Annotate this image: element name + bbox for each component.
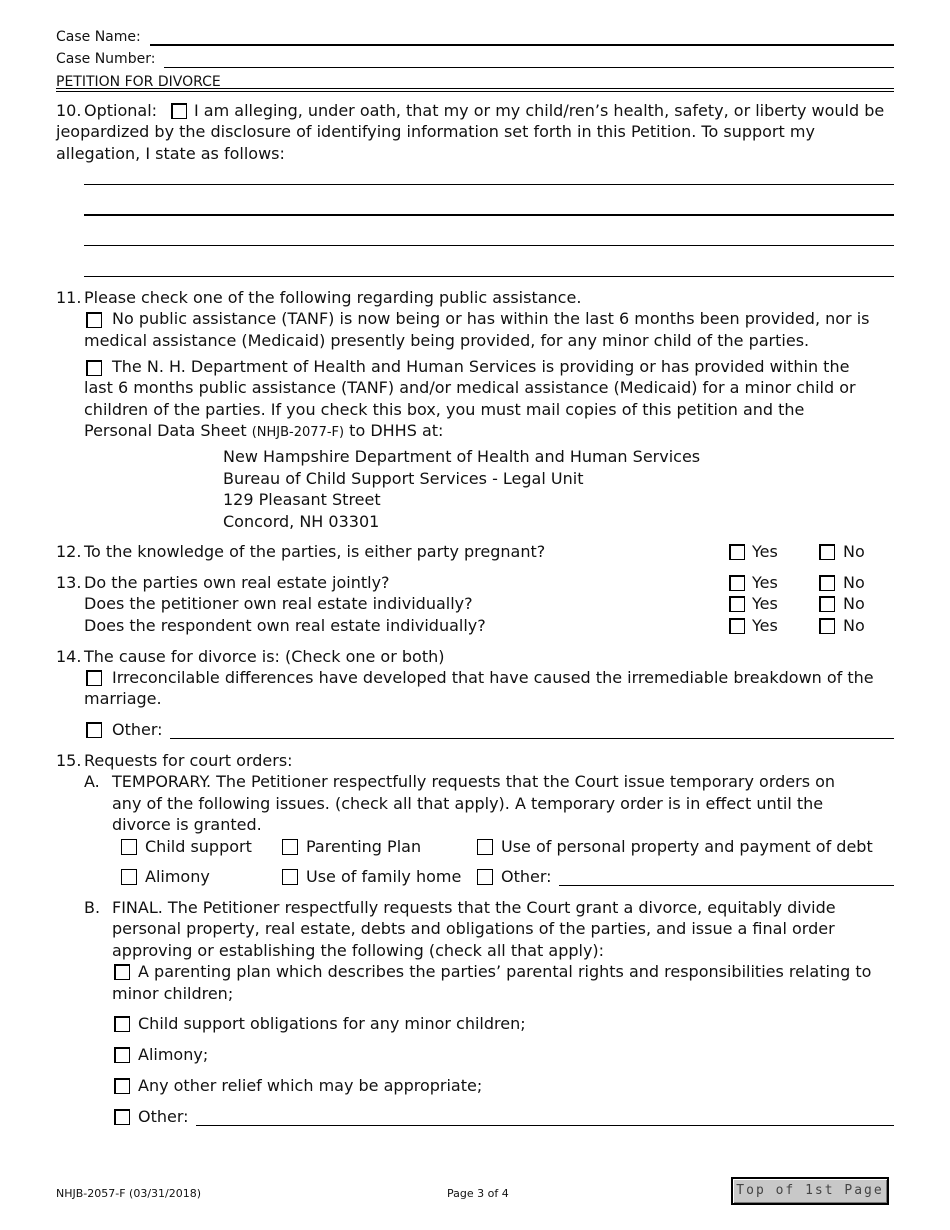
temp-personal-property-label: Use of personal property and payment of debt [501, 837, 873, 856]
item-10-line-3: allegation, I state as follows: [56, 144, 285, 163]
case-name-field[interactable] [150, 44, 894, 46]
item-15-b-line-3-b: (check all that apply): [428, 941, 605, 960]
dhhs-address-line-1: New Hampshire Department of Health and Human Services [223, 447, 701, 466]
item-13-q1-no-checkbox[interactable] [819, 575, 835, 591]
item-13-q2-yes-label: Yes [752, 594, 778, 613]
item-10-checkbox[interactable] [171, 103, 187, 119]
item-13-q2-no-checkbox[interactable] [819, 596, 835, 612]
item-15-number: 15. [56, 751, 82, 770]
temp-other-field[interactable] [559, 885, 894, 886]
temp-alimony-checkbox[interactable] [121, 869, 137, 885]
item-13-q1-no-label: No [843, 573, 865, 592]
final-other-checkbox[interactable] [114, 1109, 130, 1125]
final-parenting-plan-line-2: minor children; [112, 984, 234, 1003]
item-10-line-1: I am alleging, under oath, that my or my child/ren’s health, safety, or liberty would be [194, 101, 885, 120]
item-13-q1-yes-checkbox[interactable] [729, 575, 745, 591]
item-14-other-field[interactable] [170, 738, 894, 739]
item-11-no-assistance-checkbox[interactable] [86, 312, 102, 328]
item-12-question: To the knowledge of the parties, is either party pregnant? [84, 542, 546, 561]
header-divider-2 [56, 91, 894, 92]
item-14-prompt [84, 646, 444, 668]
item-10-answer-line-2[interactable] [84, 214, 894, 216]
item-11-opt2-line-4-c: to DHHS at: [344, 421, 444, 440]
item-14-other-label: Other: [112, 720, 163, 739]
item-15-b-line-3 [112, 940, 604, 962]
temp-child-support-label: Child support [145, 837, 252, 856]
final-alimony-label: Alimony; [138, 1045, 209, 1064]
item-13-q3-no-label: No [843, 616, 865, 635]
final-child-support-checkbox[interactable] [114, 1016, 130, 1032]
item-11-dhhs-checkbox[interactable] [86, 360, 102, 376]
temp-other-checkbox[interactable] [477, 869, 493, 885]
item-10-number: 10. [56, 101, 82, 120]
item-15-a-line-1: TEMPORARY. The Petitioner respectfully requests that the Court issue temporary orders on [112, 772, 836, 791]
item-11-opt2-line-2: last 6 months public assistance (TANF) and/or medical assistance (Medicaid) for a minor child or [84, 378, 856, 397]
item-14-other-checkbox[interactable] [86, 722, 102, 738]
form-id: NHJB-2057-F (03/31/2018) [56, 1187, 202, 1200]
item-13-q1: Do the parties own real estate jointly? [84, 573, 390, 592]
item-14-prompt-a: The cause for divorce is: [84, 647, 286, 666]
temp-child-support-checkbox[interactable] [121, 839, 137, 855]
item-11-form-ref: (NHJB-2077-F) [251, 425, 345, 440]
item-13-q3-yes-checkbox[interactable] [729, 618, 745, 634]
final-parenting-plan-line-1: A parenting plan which describes the parties’ parental rights and responsibilities relating to [138, 962, 872, 981]
final-alimony-checkbox[interactable] [114, 1047, 130, 1063]
item-11-number: 11. [56, 288, 82, 307]
item-14-opt1-line-2: marriage. [84, 689, 162, 708]
item-15-a-letter: A. [84, 772, 100, 791]
item-10-line-2: jeopardized by the disclosure of identifying information set forth in this Petition. To support my [56, 122, 815, 141]
item-13-number: 13. [56, 573, 82, 592]
item-15-a-line-2-a: any of the following issues. [112, 794, 335, 813]
item-11-opt1-line-2: medical assistance (Medicaid) presently being provided, for any minor child of the parties. [84, 331, 810, 350]
form-title: PETITION FOR DIVORCE [56, 74, 221, 90]
final-parenting-plan-checkbox[interactable] [114, 964, 130, 980]
top-of-first-page-button[interactable]: Top of 1st Page [731, 1177, 889, 1205]
item-11-opt2-line-4 [84, 420, 443, 444]
item-15-b-line-1: FINAL. The Petitioner respectfully requests that the Court grant a divorce, equitably divide [112, 898, 836, 917]
temp-parenting-plan-checkbox[interactable] [282, 839, 298, 855]
item-15-b-line-3-a: approving or establishing the following [112, 941, 429, 960]
case-name-label: Case Name: [56, 29, 141, 45]
item-10-prefix: Optional: [84, 101, 158, 120]
item-12-number: 12. [56, 542, 82, 561]
temp-alimony-label: Alimony [145, 867, 210, 886]
item-12-no-label: No [843, 542, 865, 561]
final-other-field[interactable] [196, 1125, 894, 1126]
item-13-q3: Does the respondent own real estate individually? [84, 616, 486, 635]
item-13-q2-yes-checkbox[interactable] [729, 596, 745, 612]
item-15-a-line-2-c: A temporary order is in effect until the [509, 794, 824, 813]
final-child-support-label: Child support obligations for any minor children; [138, 1014, 526, 1033]
case-number-label: Case Number: [56, 51, 156, 67]
item-11-opt1-line-1: No public assistance (TANF) is now being or has within the last 6 months been provided, nor is [112, 309, 870, 328]
temp-personal-property-checkbox[interactable] [477, 839, 493, 855]
item-15-a-line-3: divorce is granted. [112, 815, 262, 834]
dhhs-address-line-3: 129 Pleasant Street [223, 490, 381, 509]
item-15-b-line-2: personal property, real estate, debts and obligations of the parties, and issue a final order [112, 919, 835, 938]
item-11-opt2-line-4-a: Personal Data Sheet [84, 421, 252, 440]
case-number-field[interactable] [164, 67, 894, 68]
item-13-q3-yes-label: Yes [752, 616, 778, 635]
item-12-yes-label: Yes [752, 542, 778, 561]
item-13-q2-no-label: No [843, 594, 865, 613]
final-other-relief-checkbox[interactable] [114, 1078, 130, 1094]
item-15-prompt: Requests for court orders: [84, 751, 293, 770]
item-11-opt2-line-1: The N. H. Department of Health and Human Services is providing or has provided within the [112, 357, 850, 376]
item-15-a-line-2-b: (check all that apply). [334, 794, 510, 813]
item-14-prompt-b: (Check one or both) [285, 647, 445, 666]
dhhs-address-line-4: Concord, NH 03301 [223, 512, 380, 531]
item-10-answer-line-3[interactable] [84, 245, 894, 246]
item-10-answer-line-4[interactable] [84, 276, 894, 277]
item-11-opt2-line-3: children of the parties. If you check this box, you must mail copies of this petition and the [84, 400, 805, 419]
temp-parenting-plan-label: Parenting Plan [306, 837, 422, 856]
temp-family-home-checkbox[interactable] [282, 869, 298, 885]
item-13-q1-yes-label: Yes [752, 573, 778, 592]
item-13-q2: Does the petitioner own real estate individually? [84, 594, 473, 613]
page-number: Page 3 of 4 [447, 1187, 509, 1200]
item-11-prompt: Please check one of the following regarding public assistance. [84, 288, 582, 307]
item-15-a-line-2 [112, 793, 823, 815]
item-14-number: 14. [56, 647, 82, 666]
final-other-relief-label: Any other relief which may be appropriate; [138, 1076, 483, 1095]
item-14-opt1-line-1: Irreconcilable differences have developed that have caused the irremediable breakdown of the [112, 668, 874, 687]
item-14-irreconcilable-checkbox[interactable] [86, 670, 102, 686]
final-other-label: Other: [138, 1107, 189, 1126]
dhhs-address-line-2: Bureau of Child Support Services - Legal Unit [223, 469, 584, 488]
item-13-q3-no-checkbox[interactable] [819, 618, 835, 634]
item-12-yes-checkbox[interactable] [729, 544, 745, 560]
item-10-answer-line-1[interactable] [84, 184, 894, 185]
item-15-b-letter: B. [84, 898, 101, 917]
temp-other-label: Other: [501, 867, 552, 886]
header-divider-1 [56, 88, 894, 89]
temp-family-home-label: Use of family home [306, 867, 462, 886]
item-12-no-checkbox[interactable] [819, 544, 835, 560]
